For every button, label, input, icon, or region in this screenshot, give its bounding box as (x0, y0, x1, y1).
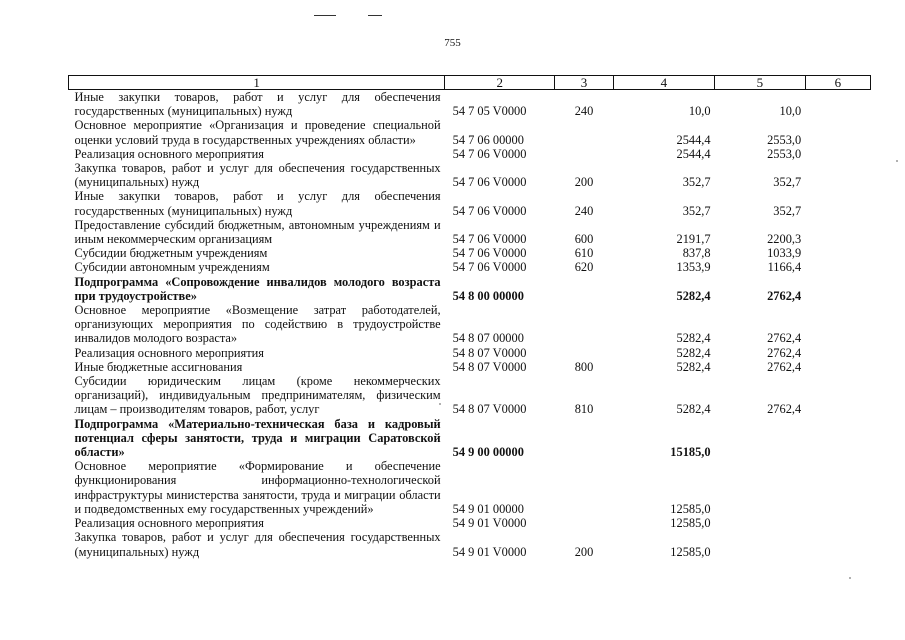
row-value-col4: 2544,4 (676, 146, 711, 161)
table-row (69, 218, 871, 246)
scan-speck (896, 160, 898, 162)
row-name: Подпрограмма «Материально-техническая база и кадровый потенциал сферы занятости, труда и миграции Саратовской области» (74, 416, 441, 460)
row-value-col6 (805, 90, 870, 119)
row-code: 54 7 06 V0000 (452, 203, 527, 218)
row-code: 54 9 01 V0000 (452, 516, 527, 531)
scan-mark (368, 15, 382, 16)
row-value-col6 (805, 417, 870, 460)
row-value-col6 (805, 147, 870, 161)
column-header: 4 (613, 76, 714, 90)
scan-mark (314, 15, 336, 16)
row-expense-type: 240 (574, 104, 594, 119)
row-value-col5: 1033,9 (767, 246, 802, 261)
row-name: Реализация основного мероприятия (74, 516, 264, 531)
row-value-col6 (805, 303, 870, 346)
row-value-col4: 2191,7 (676, 232, 711, 247)
row-value-col4: 5282,4 (676, 345, 711, 360)
row-value-col4: 5282,4 (676, 402, 711, 417)
column-header: 5 (715, 76, 806, 90)
row-value-col4: 352,7 (682, 203, 711, 218)
row-code: 54 8 07 V0000 (452, 402, 527, 417)
table-row (69, 346, 871, 360)
row-value-col6 (805, 346, 870, 360)
row-value-col5: 2762,4 (767, 345, 802, 360)
row-code: 54 7 06 V0000 (452, 232, 527, 247)
row-value-col5: 2553,0 (767, 146, 802, 161)
row-name: Иные закупки товаров, работ и услуг для обеспечения государственных (муниципальных) нужд (74, 189, 441, 218)
column-header: 2 (445, 76, 555, 90)
row-value-col6 (805, 189, 870, 217)
row-value-col4: 12585,0 (670, 544, 711, 559)
row-value-col5: 2762,4 (767, 288, 802, 303)
row-value-col6 (805, 118, 870, 146)
row-value-col4: 5282,4 (676, 288, 711, 303)
row-expense-type (555, 147, 613, 161)
header-row (69, 76, 871, 90)
column-header: 3 (555, 76, 613, 90)
table-row (69, 189, 871, 217)
table-row (69, 360, 871, 374)
row-value-col6 (805, 218, 870, 246)
column-header: 6 (805, 76, 870, 90)
table-row (69, 246, 871, 260)
row-code: 54 7 06 V0000 (452, 246, 527, 261)
row-value-col5 (715, 530, 806, 558)
row-value-col4: 837,8 (682, 246, 711, 261)
row-value-col5: 2553,0 (767, 132, 802, 147)
row-expense-type (555, 516, 613, 530)
row-value-col4: 2544,4 (676, 132, 711, 147)
row-value-col5: 2762,4 (767, 331, 802, 346)
row-value-col6 (805, 275, 870, 303)
row-code: 54 9 01 00000 (452, 501, 524, 516)
row-name: Реализация основного мероприятия (74, 146, 264, 161)
row-code: 54 7 06 00000 (452, 132, 524, 147)
column-header: 1 (69, 76, 445, 90)
row-value-col5: 352,7 (773, 175, 802, 190)
scan-speck (439, 403, 441, 405)
row-value-col4: 1353,9 (676, 260, 711, 275)
row-name: Подпрограмма «Сопровождение инвалидов молодого возраста при трудоустройстве» (74, 274, 441, 303)
row-value-col4: 10,0 (688, 104, 711, 119)
row-code: 54 8 07 00000 (452, 331, 524, 346)
table-row (69, 530, 871, 558)
row-name: Основное мероприятие «Формирование и обеспечение функционирования информационно-технологической инфраструктуры министерства занятости, труда и миграции области и подведомственных ему государственных учреждений» (74, 459, 441, 516)
row-expense-type: 620 (574, 260, 594, 275)
table-row (69, 275, 871, 303)
row-expense-type: 800 (574, 359, 594, 374)
row-expense-type (555, 417, 613, 460)
row-expense-type: 200 (574, 175, 594, 190)
row-expense-type (555, 346, 613, 360)
row-name: Субсидии автономным учреждениям (74, 260, 270, 275)
row-expense-type: 810 (574, 402, 594, 417)
row-name: Основное мероприятие «Организация и проведение специальной оценки условий труда в государственных учреждениях области» (74, 118, 441, 147)
row-name: Предоставление субсидий бюджетным, автономным учреждениям и иным некоммерческим организациям (74, 217, 441, 247)
row-expense-type: 200 (574, 544, 594, 559)
row-code: 54 7 06 V0000 (452, 146, 527, 161)
scan-speck (849, 577, 851, 579)
row-value-col5: 352,7 (773, 203, 802, 218)
row-name: Иные закупки товаров, работ и услуг для обеспечения государственных (муниципальных) нужд (74, 90, 441, 119)
row-value-col5: 10,0 (779, 104, 802, 119)
row-expense-type: 610 (574, 246, 594, 261)
row-value-col5: 2200,3 (767, 232, 802, 247)
row-value-col6 (805, 246, 870, 260)
row-value-col5 (715, 417, 806, 460)
table-row (69, 516, 871, 530)
row-expense-type (555, 459, 613, 516)
page-number: 755 (444, 37, 461, 49)
row-value-col4: 12585,0 (670, 501, 711, 516)
row-value-col5 (715, 516, 806, 530)
row-name: Субсидии юридическим лицам (кроме некоммерческих организаций), индивидуальным предпринимателям, физическим лицам – производителям товаров, работ, услуг (74, 374, 441, 417)
row-value-col6 (805, 530, 870, 558)
row-value-col5: 2762,4 (767, 359, 802, 374)
row-name: Основное мероприятие «Возмещение затрат работодателей, организующих мероприятия по содействию в трудоустройстве инвалидов молодого возраста» (74, 303, 441, 346)
row-code: 54 8 07 V0000 (452, 345, 527, 360)
row-expense-type: 600 (574, 232, 594, 247)
table-row (69, 147, 871, 161)
row-value-col6 (805, 360, 870, 374)
row-value-col6 (805, 459, 870, 516)
table-row (69, 118, 871, 146)
row-expense-type (555, 275, 613, 303)
row-value-col4: 15185,0 (670, 445, 711, 460)
row-value-col5 (715, 459, 806, 516)
row-value-col4: 5282,4 (676, 359, 711, 374)
row-value-col6 (805, 260, 870, 274)
row-value-col6 (805, 161, 870, 189)
row-name: Иные бюджетные ассигнования (74, 359, 243, 374)
row-name: Субсидии бюджетным учреждениям (74, 246, 268, 261)
row-value-col6 (805, 374, 870, 417)
row-expense-type (555, 303, 613, 346)
table-row (69, 417, 871, 460)
table-row (69, 374, 871, 417)
row-name: Закупка товаров, работ и услуг для обеспечения государственных (муниципальных) нужд (74, 530, 441, 559)
table-row (69, 161, 871, 189)
row-value-col5: 1166,4 (767, 260, 802, 275)
row-code: 54 7 06 V0000 (452, 175, 527, 190)
row-value-col4: 12585,0 (670, 516, 711, 531)
row-code: 54 9 00 00000 (452, 445, 524, 460)
row-expense-type: 240 (574, 203, 594, 218)
row-expense-type (555, 118, 613, 146)
row-value-col4: 352,7 (682, 175, 711, 190)
row-code: 54 7 05 V0000 (452, 104, 527, 119)
table-row (69, 303, 871, 346)
table-row (69, 260, 871, 274)
table-row (69, 459, 871, 516)
row-value-col6 (805, 516, 870, 530)
table-row (69, 90, 871, 119)
row-code: 54 9 01 V0000 (452, 544, 527, 559)
row-code: 54 8 00 00000 (452, 288, 524, 303)
row-value-col4: 5282,4 (676, 331, 711, 346)
budget-table (68, 75, 871, 559)
row-code: 54 8 07 V0000 (452, 359, 527, 374)
row-value-col5: 2762,4 (767, 402, 802, 417)
row-name: Реализация основного мероприятия (74, 345, 264, 360)
row-name: Закупка товаров, работ и услуг для обеспечения государственных (муниципальных) нужд (74, 161, 441, 190)
row-code: 54 7 06 V0000 (452, 260, 527, 275)
